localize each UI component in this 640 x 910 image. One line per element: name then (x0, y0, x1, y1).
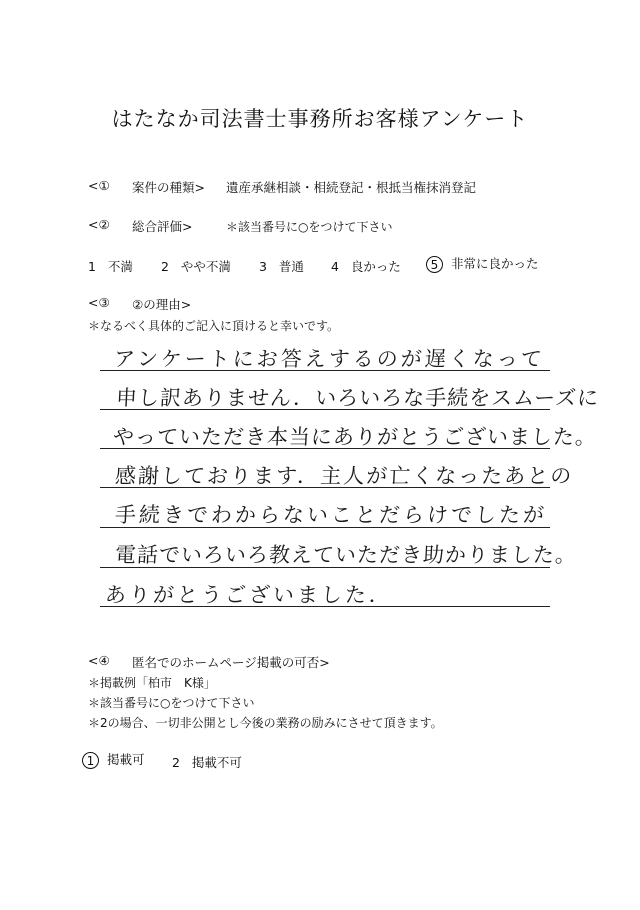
section4-label: 匿名でのホームページ掲載の可否> (132, 655, 330, 670)
handwritten-line: アンケートにお答えするのが遅くなって (113, 347, 546, 371)
section3-marker: <③ (88, 295, 110, 310)
page-title: はたなか司法書士事務所お客様アンケート (111, 107, 529, 131)
rating-option-3[interactable] (259, 257, 304, 275)
section1-marker: <① (88, 178, 110, 193)
publish-option-number-circled: 1 (82, 752, 99, 769)
rating-option-label: 非常に良かった (451, 256, 539, 271)
rating-option-number: 1 (88, 259, 96, 274)
handwritten-line: 電話でいろいろ教えていただき助かりました。 (114, 543, 578, 567)
handwritten-line: 手続きでわからないことだらけでしたが (114, 503, 548, 527)
section2-label: 総合評価> (132, 219, 193, 234)
publish-option-2[interactable] (172, 753, 242, 771)
publish-option-label: 掲載可 (107, 752, 145, 767)
handwritten-line: 感謝しております．主人が亡くなったあとの (114, 464, 574, 488)
section4-marker: <④ (88, 653, 110, 668)
rating-option-label: 良かった (350, 259, 401, 274)
rating-option-4[interactable] (331, 257, 401, 275)
section4-note: ＊2の場合、一切非公開とし今後の業務の励みにさせて頂きます。 (88, 716, 443, 730)
section2-note: ＊該当番号に○をつけて下さい (226, 220, 393, 234)
publish-option-label: 掲載不可 (191, 755, 242, 770)
handwritten-line: やっていただき本当にありがとうございました。 (112, 425, 598, 449)
section4-note: ＊該当番号に○をつけて下さい (88, 696, 255, 710)
rating-option-1[interactable] (88, 257, 133, 275)
section3-note: ＊なるべく具体的ご記入に頂けると幸いです。 (88, 319, 340, 333)
rating-option-5[interactable] (426, 254, 539, 273)
publish-option-number: 2 (172, 755, 180, 770)
section3-label: ②の理由> (132, 297, 192, 312)
rating-option-label: やや不満 (180, 259, 231, 274)
handwritten-line: 申し訳ありません．いろいろな手続をスムーズに (115, 386, 600, 410)
handwritten-line: ありがとうございました． (104, 583, 394, 607)
section4-note: ＊掲載例「柏市 K様」 (88, 676, 216, 690)
case-type-value: 遺産承継相談・相続登記・根抵当権抹消登記 (226, 180, 477, 195)
rating-option-number-circled: 5 (426, 256, 443, 273)
rating-option-number: 4 (331, 259, 339, 274)
rating-option-2[interactable] (161, 257, 231, 275)
rating-option-label: 普通 (278, 259, 304, 274)
rating-option-number: 2 (161, 259, 169, 274)
section2-marker: <② (88, 217, 110, 232)
rating-option-number: 3 (259, 259, 267, 274)
section1-label: 案件の種類> (132, 180, 205, 195)
rating-option-label: 不満 (107, 259, 133, 274)
publish-option-1[interactable] (82, 750, 145, 769)
